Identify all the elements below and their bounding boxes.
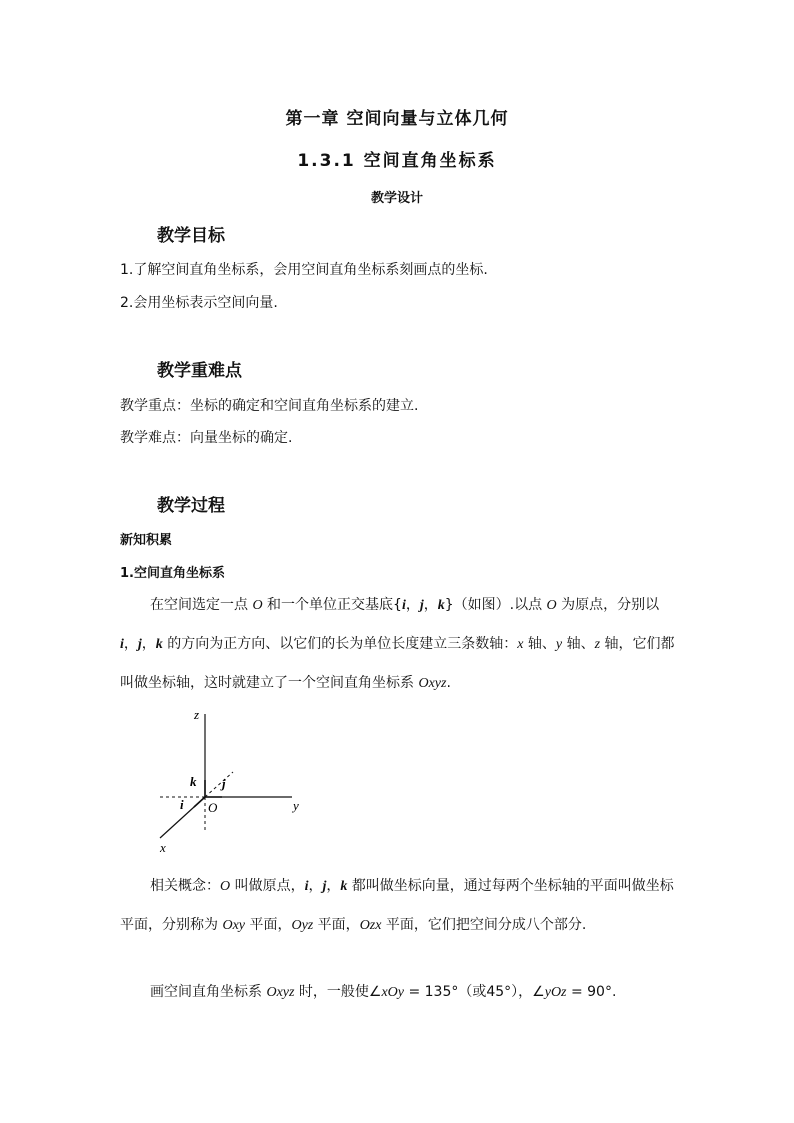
vector-j: j xyxy=(137,637,142,652)
text: 轴，它们都叫做坐标轴，这时就建立了一个空间直角坐标系 xyxy=(120,636,675,691)
symbol-O: O xyxy=(220,879,231,894)
text: ， xyxy=(308,878,323,894)
k-label: k xyxy=(190,774,197,789)
process-heading: 教学过程 xyxy=(157,496,225,516)
x-axis-negative xyxy=(205,772,233,797)
text: ， xyxy=(405,597,420,613)
text: 轴、 xyxy=(562,636,595,652)
symbol-z: z xyxy=(594,637,601,652)
z-axis-label: z xyxy=(194,707,200,722)
symbol-y: y xyxy=(555,637,563,652)
coordinate-system-figure xyxy=(150,700,320,860)
i-label: i xyxy=(180,797,184,812)
j-label: j xyxy=(222,776,226,791)
chapter-title: 第一章 空间向量与立体几何 xyxy=(285,109,509,129)
text: 的方向为正方向、以它们的长为单位长度建立三条数轴： xyxy=(162,636,518,652)
topic-heading: 1.空间直角坐标系 xyxy=(120,566,225,581)
text: 画空间直角坐标系 xyxy=(150,984,267,1000)
new-knowledge-label: 新知积累 xyxy=(120,533,173,548)
key-points-heading: 教学重难点 xyxy=(157,361,242,381)
symbol-Oyz: Oyz xyxy=(291,918,314,933)
difficult-point: 教学难点：向量坐标的确定. xyxy=(120,430,293,446)
vector-j: j xyxy=(322,879,327,894)
text: ， xyxy=(141,636,156,652)
vector-j: j xyxy=(419,598,424,613)
symbol-O: O xyxy=(252,598,263,613)
origin-label: O xyxy=(208,800,218,815)
text: 相关概念： xyxy=(150,878,220,894)
vector-k: k xyxy=(340,879,348,894)
text: }（如图）.以点 xyxy=(444,597,547,613)
text: 平面， xyxy=(313,917,360,933)
key-point: 教学重点：坐标的确定和空间直角坐标系的建立. xyxy=(120,398,419,414)
text: . xyxy=(446,675,451,691)
vector-k: k xyxy=(437,598,445,613)
vector-k: k xyxy=(155,637,163,652)
section-title: 1.3.1 空间直角坐标系 xyxy=(297,151,497,171)
text: = 135°（或45°），∠ xyxy=(404,984,545,1000)
text: 叫做原点， xyxy=(230,878,305,894)
angle-yOz: yOz xyxy=(544,985,567,1000)
paragraph-drawing-convention xyxy=(120,973,676,1012)
text: 时，一般使∠ xyxy=(294,984,382,1000)
x-axis-label: x xyxy=(160,840,166,855)
paragraph-coordinate-system xyxy=(120,586,676,703)
y-axis-label: y xyxy=(293,798,299,813)
vector-i: i xyxy=(304,879,309,894)
text: 为原点，分别以 xyxy=(556,597,660,613)
goals-heading: 教学目标 xyxy=(157,226,225,246)
angle-xOy: xOy xyxy=(381,985,405,1000)
text: 和一个单位正交基底{ xyxy=(262,597,402,613)
vector-i-arrow xyxy=(194,797,205,807)
text: 平面， xyxy=(245,917,292,933)
text: 平面，它们把空间分成八个部分. xyxy=(381,917,587,933)
symbol-O: O xyxy=(546,598,557,613)
text: = 90°. xyxy=(566,984,617,1000)
document-subtitle: 教学设计 xyxy=(370,191,423,206)
symbol-Ozx: Ozx xyxy=(359,918,382,933)
goal-item-2: 2.会用坐标表示空间向量. xyxy=(120,295,278,311)
symbol-Oxyz: Oxyz xyxy=(418,676,447,691)
paragraph-related-concepts xyxy=(120,867,676,945)
symbol-Oxy: Oxy xyxy=(222,918,245,933)
vector-i: i xyxy=(401,598,406,613)
text: ， xyxy=(123,636,138,652)
text: 在空间选定一点 xyxy=(150,597,253,613)
symbol-x: x xyxy=(517,637,524,652)
symbol-Oxyz: Oxyz xyxy=(266,985,295,1000)
vector-i: i xyxy=(120,637,124,652)
text: ， xyxy=(326,878,341,894)
text: ， xyxy=(423,597,438,613)
goal-item-1: 1.了解空间直角坐标系，会用空间直角坐标系刻画点的坐标. xyxy=(120,262,488,278)
text: 都叫做坐标向量，通过每两个坐标轴的平面叫做坐标平面，分别称为 xyxy=(120,878,674,933)
text: 轴、 xyxy=(523,636,556,652)
